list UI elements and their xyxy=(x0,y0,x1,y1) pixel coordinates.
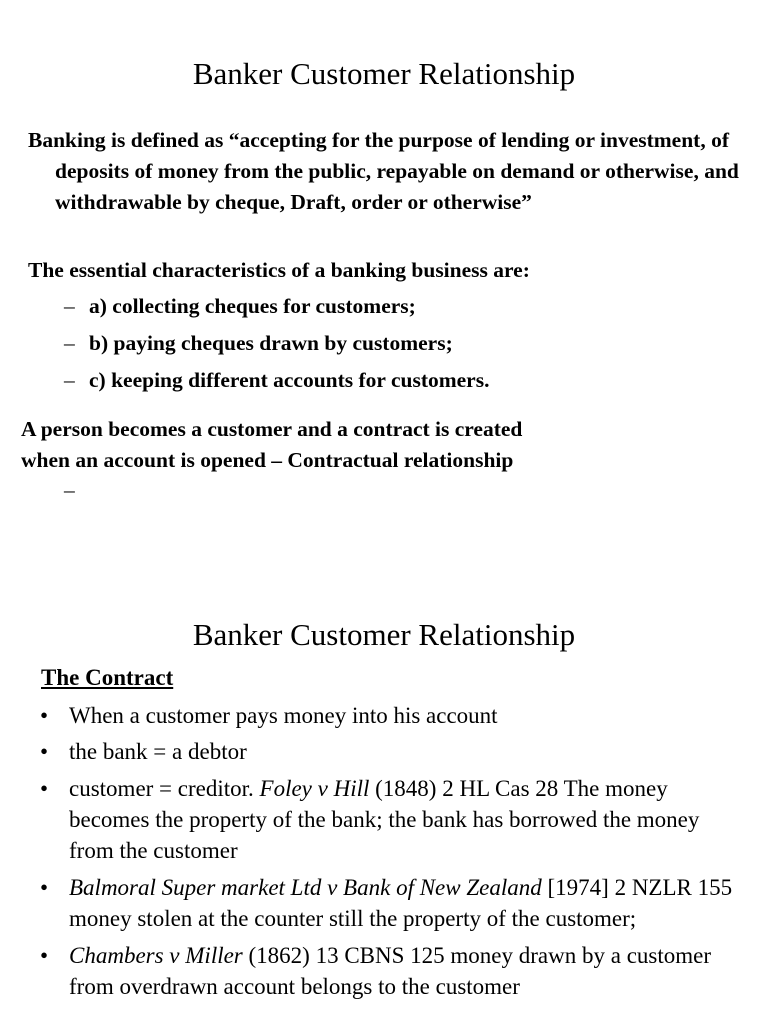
bullet-text-after: (1848) 2 HL Cas 28 The money becomes the property of the bank; the bank has borrowed the money from the customer xyxy=(69,776,700,863)
slide-title: Banker Customer Relationship xyxy=(192,617,576,652)
contract-statement xyxy=(21,414,741,476)
dash-marker: – xyxy=(64,331,75,355)
dash-marker: – xyxy=(64,368,75,392)
empty-dash-marker: – xyxy=(64,478,75,502)
bullet-text: When a customer pays money into his account xyxy=(69,703,498,728)
bullet-item xyxy=(0,736,768,767)
bullet-marker: • xyxy=(40,703,49,728)
case-name: Balmoral Super market Ltd v Bank of New Zealand xyxy=(69,875,542,900)
bullet-item xyxy=(0,700,768,731)
bullet-marker: • xyxy=(40,875,49,900)
contract-line-1: A person becomes a customer and a contract is created xyxy=(21,417,523,441)
section-heading: The Contract xyxy=(41,665,174,690)
bullet-item xyxy=(0,773,768,866)
characteristic-item xyxy=(64,365,489,402)
bullet-text-before: customer = creditor. xyxy=(69,776,260,801)
contract-bullet-list xyxy=(0,700,768,1007)
characteristic-item xyxy=(64,291,489,328)
characteristic-text: b) paying cheques drawn by customers; xyxy=(89,331,453,355)
characteristics-list xyxy=(64,291,489,402)
bullet-item xyxy=(0,872,768,934)
characteristic-text: c) keeping different accounts for customers. xyxy=(89,368,490,392)
characteristic-text: a) collecting cheques for customers; xyxy=(89,294,416,318)
slide-2 xyxy=(0,560,768,1024)
bullet-marker: • xyxy=(40,739,49,764)
slide-title: Banker Customer Relationship xyxy=(192,56,576,91)
banking-definition: Banking is defined as “accepting for the purpose of lending or investment, of deposits of money from the public, repayable on demand or otherwise, and withdrawable by cheque, Draft, order or otherwise” xyxy=(28,128,739,214)
case-name: Foley v Hill xyxy=(259,776,370,801)
characteristics-intro: The essential characteristics of a banking business are: xyxy=(28,258,530,282)
bullet-text: the bank = a debtor xyxy=(69,739,247,764)
bullet-item xyxy=(0,940,768,1002)
case-name: Chambers v Miller xyxy=(69,943,243,968)
bullet-text-after: (1862) 13 CBNS 125 money drawn by a customer from overdrawn account belongs to the customer xyxy=(69,943,712,999)
characteristic-item xyxy=(64,328,489,365)
bullet-marker: • xyxy=(40,776,49,801)
dash-marker: – xyxy=(64,294,75,318)
bullet-marker: • xyxy=(40,943,49,968)
contract-line-2: when an account is opened – Contractual relationship xyxy=(21,448,514,472)
bullet-text-after: [1974] 2 NZLR 155 money stolen at the counter still the property of the customer; xyxy=(69,875,733,931)
